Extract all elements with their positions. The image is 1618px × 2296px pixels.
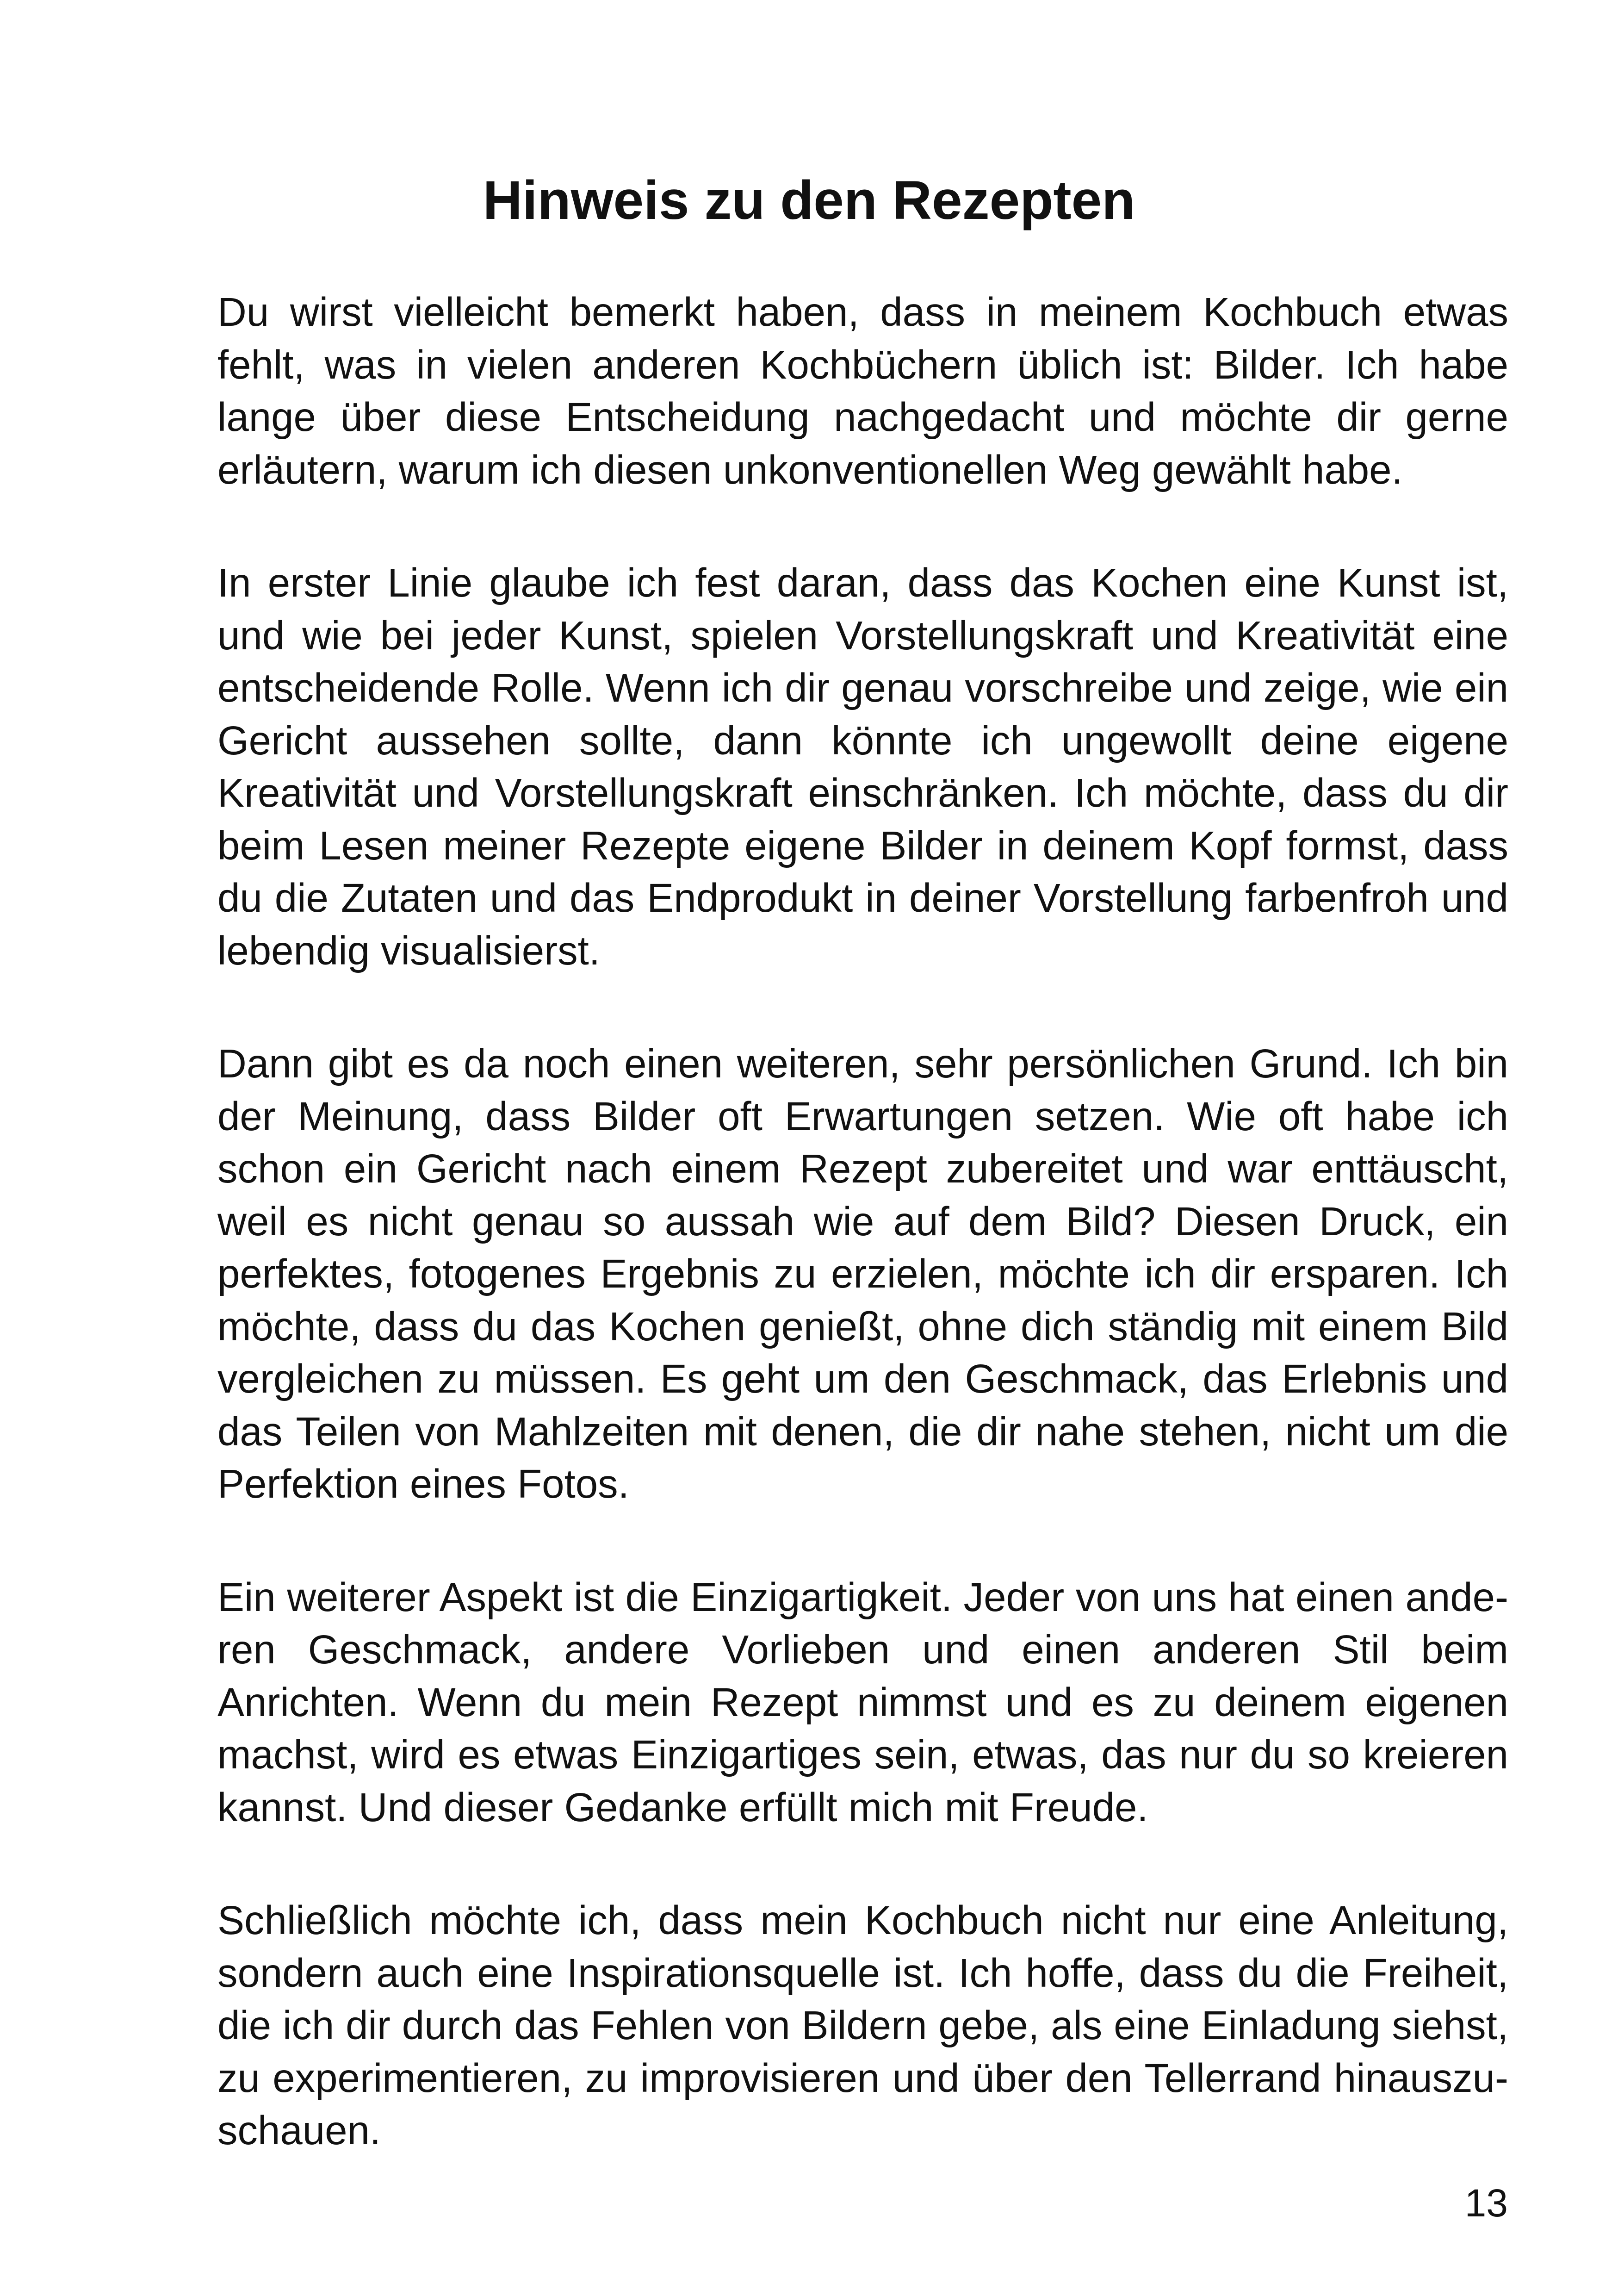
paragraph-5: Schließlich möchte ich, dass mein Kochbuch nicht nur eine Anleitung, sondern auch eine Inspirationsquelle ist. Ich hoffe, dass du die Freiheit, die ich dir durch das Fehlen von Bildern gebe, als eine Einladung siehst, zu experimentieren, zu improvisieren und über den Tellerrand hinauszuschauen. bbox=[217, 1898, 1508, 2153]
paragraph-4: Ein weiterer Aspekt ist die Einzigartigkeit. Jeder von uns hat einen anderen Geschmack, andere Vorlieben und einen anderen Stil beim Anrichten. Wenn du mein Rezept nimmst und es zu deinem eigenen machst, wird es etwas Einzigartiges sein, etwas, das nur du so kreieren kannst. Und dieser Gedanke erfüllt mich mit Freude. bbox=[217, 1574, 1508, 1830]
paragraph-1: Du wirst vielleicht bemerkt haben, dass in meinem Kochbuch etwas fehlt, was in vielen anderen Kochbüchern üblich ist: Bilder. Ich habe lange über diese Entscheidung nachgedacht und möchte dir gerne erläutern, warum ich diesen unkonventionellen Weg gewählt habe. bbox=[217, 290, 1508, 492]
body-text bbox=[217, 286, 1508, 2157]
page-number: 13 bbox=[1464, 2181, 1508, 2225]
paragraph-2: In erster Linie glaube ich fest daran, dass das Kochen eine Kunst ist, und wie bei jeder Kunst, spielen Vorstellungskraft und Kreativität eine entscheidende Rolle. Wenn ich dir genau vorschreibe und zeige, wie ein Gericht aussehen sollte, dann könnte ich ungewollt deine eigene Kreativität und Vorstellungskraft einschränken. Ich möchte, dass du dir beim Lesen meiner Rezepte eigene Bilder in deinem Kopf formst, dass du die Zutaten und das Endprodukt in deiner Vorstellung farbenfroh und lebendig visualisierst. bbox=[217, 560, 1508, 973]
paragraph-3: Dann gibt es da noch einen weiteren, sehr persönlichen Grund. Ich bin der Meinung, dass Bilder oft Erwartungen setzen. Wie oft habe ich schon ein Gericht nach einem Rezept zubereitet und war enttäuscht, weil es nicht genau so aussah wie auf dem Bild? Diesen Druck, ein perfektes, fotogenes Ergebnis zu erzielen, möchte ich dir ersparen. Ich möchte, dass du das Kochen genießt, ohne dich ständig mit einem Bild vergleichen zu müssen. Es geht um den Geschmack, das Erlebnis und das Teilen von Mahlzeiten mit denen, die dir nahe stehen, nicht um die Perfektion eines Fotos. bbox=[217, 1041, 1508, 1506]
page-title: Hinweis zu den Rezepten bbox=[483, 170, 1135, 231]
